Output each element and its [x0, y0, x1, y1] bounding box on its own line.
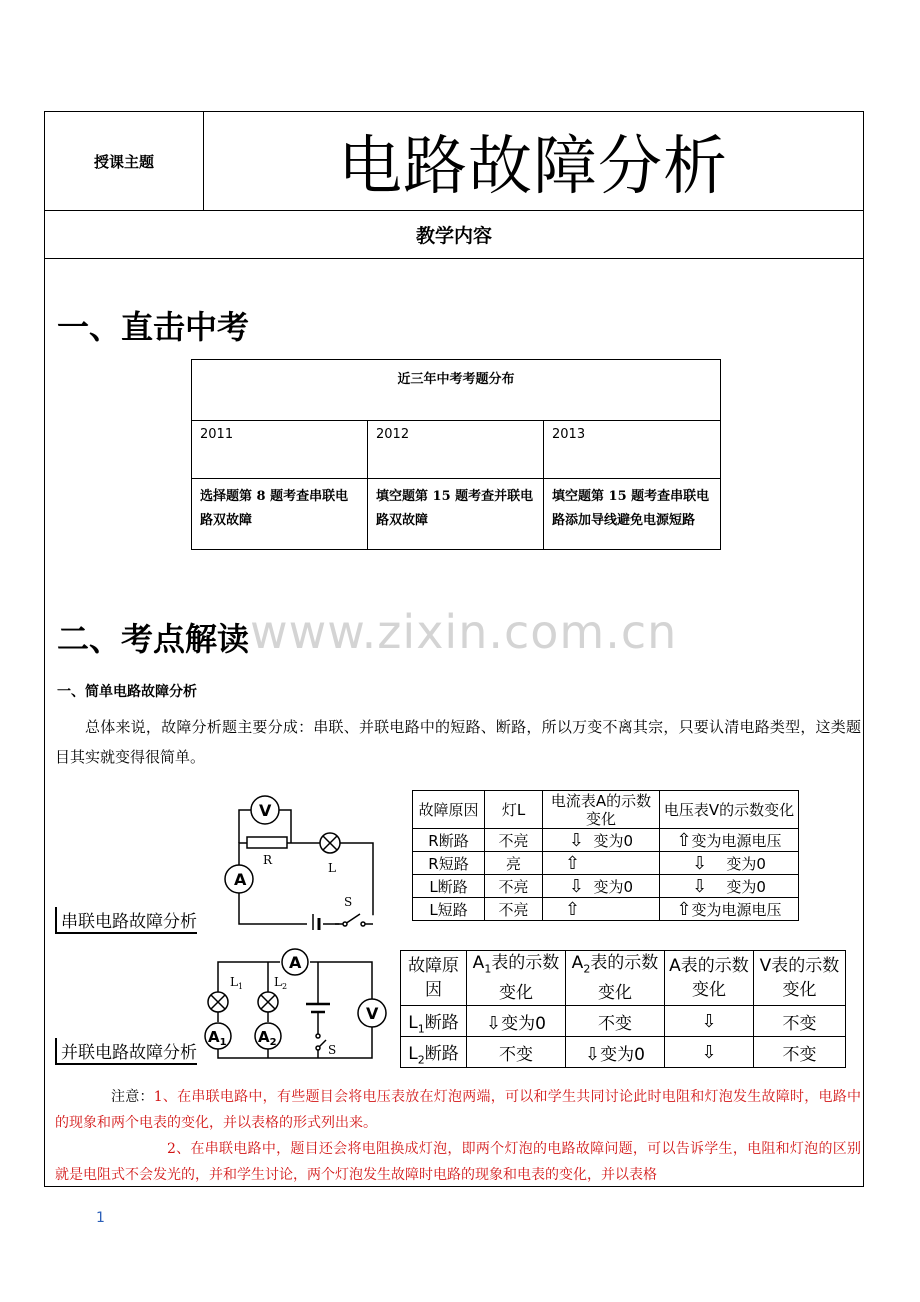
- series-header: 电压表V的示数变化: [660, 791, 799, 829]
- down-arrow-icon: ⇩: [701, 1041, 717, 1063]
- lamp1-subscript: 1: [237, 982, 244, 991]
- parallel-cause: L: [408, 1012, 418, 1033]
- series-fault-table: [412, 790, 799, 921]
- exam-table-caption: 近三年中考考题分布: [192, 360, 721, 421]
- resistor-label: R: [263, 853, 273, 867]
- series-lamp: 不亮: [485, 829, 543, 852]
- parallel-a2-change: 不变: [566, 1006, 665, 1037]
- up-arrow-icon: ⇧: [565, 898, 581, 920]
- note-text-1: 1、在串联电路中，有些题目会将电压表放在灯泡两端，可以和学生共同讨论此时电阻和灯泡发生故障时，电路中的现象和两个电表的变化，并以表格的形式列出来。: [55, 1089, 862, 1131]
- parallel-circuit-diagram: [200, 944, 390, 1069]
- down-arrow-icon: ⇩: [568, 875, 584, 897]
- watermark: www.zixin.com.cn: [250, 605, 678, 659]
- content-bar: 教学内容: [45, 210, 863, 259]
- series-v-change: 变为电源电压: [691, 900, 782, 919]
- series-caption: 串联电路故障分析: [55, 907, 197, 934]
- parallel-a1-change: 不变: [467, 1037, 566, 1068]
- down-arrow-icon: ⇩: [692, 875, 708, 897]
- series-v-change: 变为0: [726, 877, 766, 896]
- down-arrow-icon: ⇩: [486, 1012, 502, 1034]
- parallel-v-change: 不变: [754, 1006, 846, 1037]
- exam-distribution-table: [191, 359, 721, 550]
- series-lamp: 不亮: [485, 898, 543, 921]
- lamp-label: L: [328, 861, 336, 875]
- year-cell: 2013: [544, 421, 721, 479]
- page-number: 1: [96, 1210, 105, 1226]
- down-arrow-icon: ⇩: [692, 852, 708, 874]
- parallel-cause-rest: 断路: [424, 1012, 459, 1033]
- series-header: 电流表A的示数变化: [543, 791, 660, 829]
- year-cell: 2012: [368, 421, 544, 479]
- parallel-header: A表的示数变化: [665, 951, 754, 1006]
- section2-heading: 二、考点解读: [57, 620, 250, 658]
- ammeter2-subscript: 2: [269, 1037, 277, 1048]
- parallel-header: 故障原因: [401, 951, 467, 1006]
- series-cause: L断路: [413, 875, 485, 898]
- down-arrow-icon: ⇩: [701, 1010, 717, 1032]
- parallel-cause-sub: 2: [417, 1053, 425, 1067]
- series-v-change: 变为电源电压: [691, 831, 782, 850]
- lamp2-label: L: [274, 975, 282, 989]
- svg-text:L1: [230, 975, 243, 991]
- parallel-cause: L: [408, 1043, 418, 1064]
- series-cause: L短路: [413, 898, 485, 921]
- ammeter2-label: A: [258, 1028, 270, 1046]
- up-arrow-icon: ⇧: [676, 898, 692, 920]
- series-v-change: 变为0: [726, 854, 766, 873]
- parallel-header: A: [472, 953, 485, 973]
- switch-label: S: [344, 895, 353, 909]
- year-cell: 2011: [192, 421, 368, 479]
- header-row: [45, 112, 863, 211]
- series-a-change: 变为0: [593, 877, 634, 896]
- section1-heading: 一、直击中考: [57, 308, 250, 346]
- series-header: 灯L: [485, 791, 543, 829]
- subsection-heading: 一、简单电路故障分析: [57, 684, 197, 700]
- up-arrow-icon: ⇧: [676, 829, 692, 851]
- intro-paragraph: 总体来说，故障分析题主要分成：串联、并联电路中的短路、断路，所以万变不离其宗，只要认清电路类型，这类题目其实就变得很简单。: [55, 718, 861, 766]
- note-paragraph-1: [55, 1084, 861, 1136]
- lamp1-label: L: [230, 975, 238, 989]
- series-header: 故障原因: [413, 791, 485, 829]
- parallel-cause-rest: 断路: [424, 1043, 459, 1064]
- down-arrow-icon: ⇩: [568, 829, 584, 851]
- voltmeter-label: V: [259, 801, 272, 820]
- series-cause: R断路: [413, 829, 485, 852]
- series-lamp: 不亮: [485, 875, 543, 898]
- main-ammeter-label: A: [289, 953, 302, 972]
- parallel-fault-table: [400, 950, 846, 1068]
- note-label: 注意：: [111, 1089, 154, 1105]
- topic-label: 授课主题: [45, 112, 204, 210]
- parallel-header-sub: 1: [484, 962, 492, 976]
- down-arrow-icon: ⇩: [585, 1043, 601, 1065]
- exam-item-cell: 选择题第 8 题考查串联电路双故障: [192, 479, 368, 550]
- exam-item-cell: 填空题第 15 题考查串联电路添加导线避免电源短路: [544, 479, 721, 550]
- parallel-a2-change: 变为0: [600, 1044, 645, 1065]
- ammeter1-subscript: 1: [219, 1037, 227, 1048]
- parallel-switch-label: S: [328, 1043, 337, 1057]
- parallel-v-change: 不变: [754, 1037, 846, 1068]
- lesson-title: 电路故障分析: [338, 130, 728, 204]
- lamp2-subscript: 2: [281, 982, 288, 991]
- parallel-header: A: [571, 953, 584, 973]
- up-arrow-icon: ⇧: [565, 852, 581, 874]
- exam-item-cell: 填空题第 15 题考查并联电路双故障: [368, 479, 544, 550]
- parallel-header: V表的示数变化: [754, 951, 846, 1006]
- parallel-header-rest: 表的示数变化: [491, 953, 560, 1004]
- parallel-header-sub: 2: [583, 962, 591, 976]
- parallel-caption: 并联电路故障分析: [55, 1038, 197, 1065]
- parallel-header-rest: 表的示数变化: [590, 953, 659, 1004]
- ammeter-label: A: [234, 870, 247, 889]
- note-paragraph-2: 2、在串联电路中，题目还会将电阻换成灯泡，即两个灯泡的电路故障问题，可以告诉学生，电阻和灯泡的区别就是电阻式不会发光的，并和学生讨论，两个灯泡发生故障时电路的现象和电表的变化，并以表格: [55, 1141, 861, 1183]
- series-cause: R短路: [413, 852, 485, 875]
- svg-text:L2: [274, 975, 287, 991]
- series-circuit-diagram: [195, 790, 385, 930]
- series-a-change: 变为0: [593, 831, 634, 850]
- parallel-cause-sub: 1: [417, 1022, 425, 1036]
- series-lamp: 亮: [485, 852, 543, 875]
- ammeter1-label: A: [208, 1028, 220, 1046]
- parallel-voltmeter-label: V: [366, 1004, 379, 1023]
- parallel-a1-change: 变为0: [501, 1013, 546, 1034]
